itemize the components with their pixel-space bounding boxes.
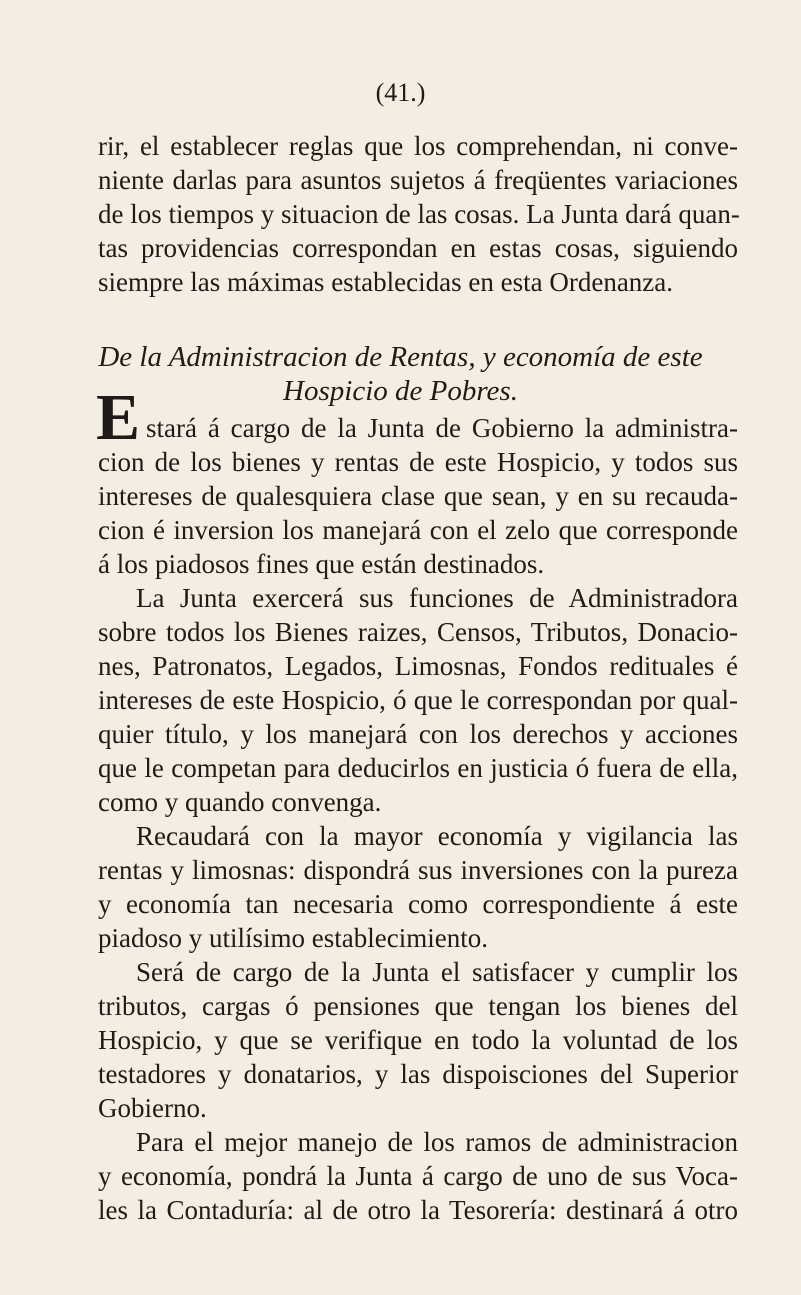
text-line: La Junta exercerá sus funciones de Administradora — [136, 583, 738, 613]
text-line: testadores y donatarios, y las dispoisciones del Superior — [98, 1059, 738, 1089]
text-line: les la Contaduría: al de otro la Tesorería: destinará á otro — [98, 1195, 738, 1225]
text-line: Hospicio, y que se verifique en todo la voluntad de los — [98, 1025, 738, 1055]
text-line: piadoso y utilísimo establecimiento. — [98, 923, 488, 953]
text-line: rir, el establecer reglas que los comprehendan, ni conve- — [98, 131, 738, 161]
text-line: quier título, y los manejará con los derechos y acciones — [98, 719, 738, 749]
text-line: y economía, pondrá la Junta á cargo de uno de sus Voca- — [98, 1161, 738, 1191]
text-line: Será de cargo de la Junta el satisfacer y cumplir los — [136, 957, 738, 987]
text-line: á los piadosos fines que están destinados. — [98, 549, 545, 579]
text-line: intereses de qualesquiera clase que sean, y en su recauda- — [98, 481, 738, 511]
text-line: de los tiempos y situacion de las cosas. La Junta dará quan- — [98, 199, 740, 229]
section-heading-continued: Hospicio de Pobres. — [283, 375, 518, 407]
text-line: stará á cargo de la Junta de Gobierno la administra- — [146, 413, 738, 443]
text-line: niente darlas para asuntos sujetos á freqüentes variaciones — [98, 165, 738, 195]
drop-cap: E — [96, 381, 141, 454]
text-line: que le competan para deducirlos en justicia ó fuera de ella, — [98, 753, 738, 783]
text-line: tributos, cargas ó pensiones que tengan los bienes del — [98, 991, 738, 1021]
text-line: siempre las máximas establecidas en esta Ordenanza. — [98, 267, 674, 297]
text-line: Para el mejor manejo de los ramos de administracion — [136, 1127, 738, 1157]
text-line: intereses de este Hospicio, ó que le correspondan por qual- — [98, 685, 738, 715]
text-line: Gobierno. — [98, 1093, 207, 1123]
text-line: Recaudará con la mayor economía y vigilancia las — [136, 821, 738, 851]
text-line: tas providencias correspondan en estas cosas, siguiendo — [98, 233, 738, 263]
text-line: rentas y limosnas: dispondrá sus inversiones con la pureza — [98, 855, 738, 885]
text-line: y economía tan necesaria como correspondiente á este — [98, 889, 738, 919]
section-heading: De la Administracion de Rentas, y economía de este — [98, 341, 703, 373]
text-line: cion de los bienes y rentas de este Hospicio, y todos sus — [98, 447, 738, 477]
text-line: como y quando convenga. — [98, 787, 382, 817]
text-line: cion é inversion los manejará con el zelo que corresponde — [98, 515, 738, 545]
text-line: sobre todos los Bienes raizes, Censos, Tributos, Donacio- — [98, 617, 738, 647]
text-line: nes, Patronatos, Legados, Limosnas, Fondos redituales é — [98, 651, 738, 681]
page-number: (41.) — [375, 78, 426, 107]
